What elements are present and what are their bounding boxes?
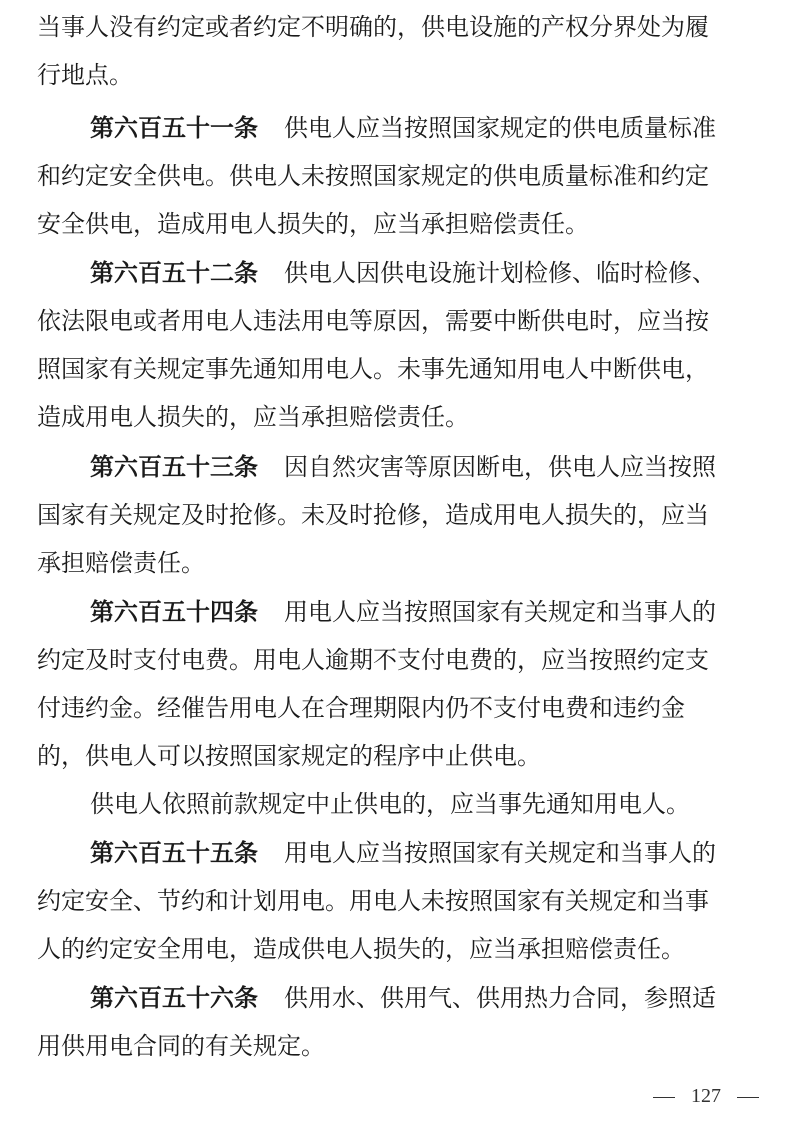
text-line: [37, 874, 759, 928]
line-text: 行地点。: [37, 61, 133, 89]
line-text: 供电人应当按照国家规定的供电质量标准: [284, 114, 716, 142]
line-text: 付违约金。经催告用电人在合理期限内仍不支付电费和违约金: [37, 694, 685, 722]
text-line: [37, 48, 759, 102]
page-number: 127: [691, 1085, 721, 1107]
text-line: [37, 197, 759, 251]
text-line: [37, 922, 759, 976]
text-line: [37, 488, 759, 542]
line-text: 用电人应当按照国家有关规定和当事人的: [284, 598, 716, 626]
article-651-first-line: [90, 101, 759, 155]
page-footer: [653, 1080, 759, 1112]
text-line: [37, 294, 759, 348]
article-653-first-line: [90, 440, 759, 494]
footer-dash-left: [653, 1097, 675, 1098]
text-line: [37, 633, 759, 687]
text-line: [37, 681, 759, 735]
text-line: [37, 390, 759, 444]
article-heading: 第六百五十二条: [90, 259, 258, 287]
line-text: 供用水、供用气、供用热力合同，参照适: [284, 984, 716, 1012]
line-text: 约定及时支付电费。用电人逾期不支付电费的，应当按照约定支: [37, 646, 709, 674]
line-text: 国家有关规定及时抢修。未及时抢修，造成用电人损失的，应当: [37, 501, 709, 529]
line-text: 承担赔偿责任。: [37, 549, 205, 577]
line-text: 当事人没有约定或者约定不明确的，供电设施的产权分界处为履: [37, 13, 709, 41]
footer-dash-right: [737, 1097, 759, 1098]
line-text: 约定安全、节约和计划用电。用电人未按照国家有关规定和当事: [37, 887, 709, 915]
article-656-first-line: [90, 971, 759, 1025]
text-line: [37, 1019, 759, 1073]
line-text: 依法限电或者用电人违法用电等原因，需要中断供电时，应当按: [37, 307, 709, 335]
line-text: 的，供电人可以按照国家规定的程序中止供电。: [37, 742, 541, 770]
line-text: 用电人应当按照国家有关规定和当事人的: [284, 839, 716, 867]
article-heading: 第六百五十四条: [90, 598, 258, 626]
line-text: 造成用电人损失的，应当承担赔偿责任。: [37, 403, 469, 431]
line-text: 照国家有关规定事先通知用电人。未事先通知用电人中断供电，: [37, 355, 709, 383]
paragraph-first-line: [90, 777, 759, 831]
line-text: 人的约定安全用电，造成供电人损失的，应当承担赔偿责任。: [37, 935, 685, 963]
article-655-first-line: [90, 826, 759, 880]
text-line: [37, 342, 759, 396]
text-line: [37, 0, 759, 54]
article-654-first-line: [90, 585, 759, 639]
text-line: [37, 729, 759, 783]
article-heading: 第六百五十六条: [90, 984, 258, 1012]
line-text: 供电人依照前款规定中止供电的，应当事先通知用电人。: [90, 790, 690, 818]
line-text: 和约定安全供电。供电人未按照国家规定的供电质量标准和约定: [37, 162, 709, 190]
text-line: [37, 149, 759, 203]
line-text: 用供用电合同的有关规定。: [37, 1032, 325, 1060]
article-heading: 第六百五十五条: [90, 839, 258, 867]
line-text: 安全供电，造成用电人损失的，应当承担赔偿责任。: [37, 210, 589, 238]
text-line: [37, 536, 759, 590]
line-text: 因自然灾害等原因断电，供电人应当按照: [284, 453, 716, 481]
line-text: 供电人因供电设施计划检修、临时检修、: [284, 259, 716, 287]
article-652-first-line: [90, 246, 759, 300]
article-heading: 第六百五十一条: [90, 114, 258, 142]
article-heading: 第六百五十三条: [90, 453, 258, 481]
